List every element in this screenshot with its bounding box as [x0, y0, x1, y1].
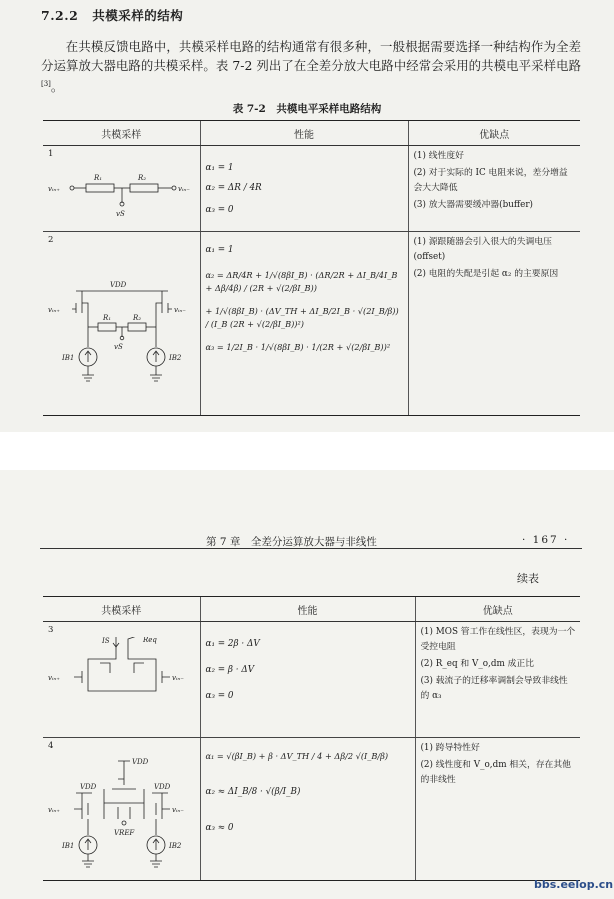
- alpha3-formula: α₃ = 0: [205, 691, 234, 701]
- r1-label: R₁: [94, 174, 103, 182]
- alpha2-formula-continued: + 1/√(8βI_B) · (ΔV_TH + ΔI_B/2I_B · √(2I_B/β)) / (I_B (2R + √(2/βI_B))²): [205, 306, 399, 329]
- pmos-load-icon: [112, 773, 136, 789]
- circuit-cell: [43, 622, 200, 738]
- mos-ref-icon: [118, 807, 130, 819]
- continued-label: 续表: [517, 572, 539, 585]
- vs-label: vS: [114, 343, 123, 351]
- table-bottom: [43, 596, 580, 881]
- row-index: 1: [48, 149, 54, 159]
- performance-cell: [200, 738, 415, 881]
- pros-item: (2) 对于实际的 IC 电阻来说，差分增益会大大降低: [413, 168, 568, 193]
- vin-plus-label: vᵢₙ₊: [48, 674, 60, 682]
- req-label: Req: [143, 637, 157, 644]
- ib1-label: IB1: [62, 842, 75, 850]
- mos-in-right-icon: [156, 793, 170, 819]
- pros-item: (2) R_eq 和 V_o,dm 成正比: [420, 659, 535, 669]
- nmos-right-icon: [156, 303, 172, 313]
- vin-plus-label: vᵢₙ₊: [48, 806, 60, 814]
- vref-node: [122, 821, 126, 825]
- page-number: · 167 ·: [522, 534, 570, 546]
- current-arrow-icon: [113, 637, 119, 647]
- mos-in-left-icon: [74, 793, 88, 819]
- vdd-top-icon: [118, 761, 130, 773]
- vdd-right-label: VDD: [154, 783, 171, 791]
- resistor-r1-icon: [98, 323, 116, 331]
- paragraph-text: 在共模反馈电路中，共模采样电路的结构通常有很多种，一般根据需要选择一种结构作为全差分运算放大器电路的共模采样。表 7-2 列出了在全差分放大电路中经常会采用的共模电平采样电路: [41, 39, 581, 73]
- pros-item: (1) MOS 管工作在线性区，表现为一个受控电阻: [420, 627, 576, 652]
- alpha1-formula: α₁ = 1: [205, 163, 234, 173]
- performance-cell: [200, 622, 415, 738]
- circuit-cell: [43, 232, 200, 416]
- alpha2-formula: α₂ = ΔR / 4R: [205, 183, 262, 193]
- row-index: 2: [48, 235, 54, 245]
- paragraph-end: 。: [50, 79, 64, 95]
- watermark-url: bbs.eelop.cn: [534, 878, 614, 891]
- top-page: [0, 0, 614, 432]
- pros-item: (3) 载流子的迁移率调制会导致非线性的 α₃: [420, 676, 568, 701]
- ground-icon: [82, 366, 94, 381]
- header-rule: [40, 548, 582, 549]
- nmos-left-icon: [72, 303, 88, 313]
- alpha2-formula: α₂ = β · ΔV: [205, 665, 255, 675]
- circuit-cell: [43, 738, 200, 881]
- table-row: [43, 738, 580, 881]
- section-title: 共模采样的结构: [92, 8, 184, 23]
- vdd-label: VDD: [132, 758, 149, 766]
- vin-minus-label: vᵢₙ₋: [178, 185, 190, 193]
- alpha2-formula: α₂ ≈ ΔI_B/8 · √(β/I_B): [205, 787, 301, 797]
- ground-icon: [82, 854, 94, 867]
- pros-item: (2) 线性度和 V_o,dm 相关，存在其他的非线性: [420, 760, 571, 785]
- vin-minus-label: vᵢₙ₋: [172, 806, 184, 814]
- pros-item: (1) 线性度好: [413, 151, 464, 161]
- pros-item: (3) 放大器需要缓冲器(buffer): [413, 200, 533, 210]
- column-header: 优缺点: [415, 597, 580, 622]
- r1-label: R₁: [103, 314, 112, 322]
- column-header: 性能: [200, 597, 415, 622]
- vin-minus-label: vᵢₙ₋: [172, 674, 184, 682]
- page-gap: [0, 432, 614, 470]
- mos-right-icon: [156, 671, 170, 683]
- row-index: 3: [48, 625, 54, 635]
- ground-icon: [150, 366, 162, 381]
- table-caption: 表 7-2 共模电平采样电路结构: [232, 103, 382, 115]
- r2-label: R₂: [133, 314, 142, 322]
- performance-cell: [200, 146, 408, 232]
- pros-cons-cell: [415, 622, 580, 738]
- pros-cons-cell: [408, 146, 580, 232]
- input-node: [70, 186, 74, 190]
- table-header-row: [43, 597, 580, 622]
- table-row: [43, 622, 580, 738]
- circuit-cell: [43, 146, 200, 232]
- resistor-r2-icon: [130, 184, 158, 192]
- pros-item: (2) 电阻的失配是引起 α₂ 的主要原因: [413, 269, 559, 279]
- pros-cons-cell: [408, 232, 580, 416]
- section-heading: [41, 6, 183, 24]
- column-header: 性能: [200, 121, 408, 146]
- alpha2-formula: α₂ = ΔR/4R + 1/√(8βI_B) · (ΔR/2R + ΔI_B/4I_B + Δβ/4β) / (2R + √(2/βI_B)): [205, 270, 398, 293]
- mos-left-icon: [74, 671, 88, 683]
- resistor-divider-circuit: [48, 161, 196, 223]
- vdd-label: VDD: [110, 281, 127, 289]
- resistor-r1-icon: [86, 184, 114, 192]
- is-label: IS: [102, 637, 110, 645]
- vs-label: vS: [116, 210, 125, 218]
- vref-label: VREF: [114, 829, 135, 837]
- vin-minus-label: vᵢₙ₋: [174, 306, 186, 314]
- transconductor-circuit: [48, 753, 196, 873]
- table-row: [43, 232, 580, 416]
- alpha3-formula: α₃ = 1/2I_B · 1/√(8βI_B) · 1/(2R + √(2/βI_B))²: [205, 342, 391, 352]
- alpha1-formula: α₁ = 1: [205, 245, 234, 255]
- alpha3-formula: α₃ ≈ 0: [205, 823, 234, 833]
- pros-item: (1) 源跟随器会引入很大的失调电压(offset): [413, 237, 552, 262]
- r2-label: R₂: [138, 174, 147, 182]
- row-index: 4: [48, 741, 54, 751]
- citation: [3]: [41, 80, 51, 88]
- ib2-label: IB2: [169, 354, 182, 362]
- alpha1-formula: α₁ = 2β · ΔV: [205, 639, 260, 649]
- table-row: [43, 146, 580, 232]
- vin-plus-label: vᵢₙ₊: [48, 185, 60, 193]
- column-header: 共模采样: [43, 597, 200, 622]
- performance-cell: [200, 232, 408, 416]
- source-follower-circuit: [48, 247, 196, 397]
- ib2-label: IB2: [169, 842, 182, 850]
- pros-item: (1) 跨导特性好: [420, 743, 480, 753]
- table-top: [43, 120, 580, 416]
- input-node: [172, 186, 176, 190]
- ground-icon: [150, 854, 162, 867]
- alpha3-formula: α₃ = 0: [205, 205, 234, 215]
- bottom-page: [0, 470, 614, 899]
- column-header: 优缺点: [408, 121, 580, 146]
- intro-paragraph: [41, 37, 581, 96]
- alpha1-formula: α₁ = √(βI_B) + β · ΔV_TH / 4 + Δβ/2 √(I_B/β): [205, 751, 389, 761]
- table-header-row: [43, 121, 580, 146]
- section-number: 7.2.2: [41, 8, 79, 23]
- vin-plus-label: vᵢₙ₊: [48, 306, 60, 314]
- resistor-r2-icon: [128, 323, 146, 331]
- chapter-title: 第 7 章 全差分运算放大器与非线性: [206, 536, 377, 548]
- vdd-left-label: VDD: [80, 783, 97, 791]
- ib1-label: IB1: [62, 354, 75, 362]
- column-header: 共模采样: [43, 121, 200, 146]
- pros-cons-cell: [415, 738, 580, 881]
- triode-mos-circuit: [48, 637, 196, 719]
